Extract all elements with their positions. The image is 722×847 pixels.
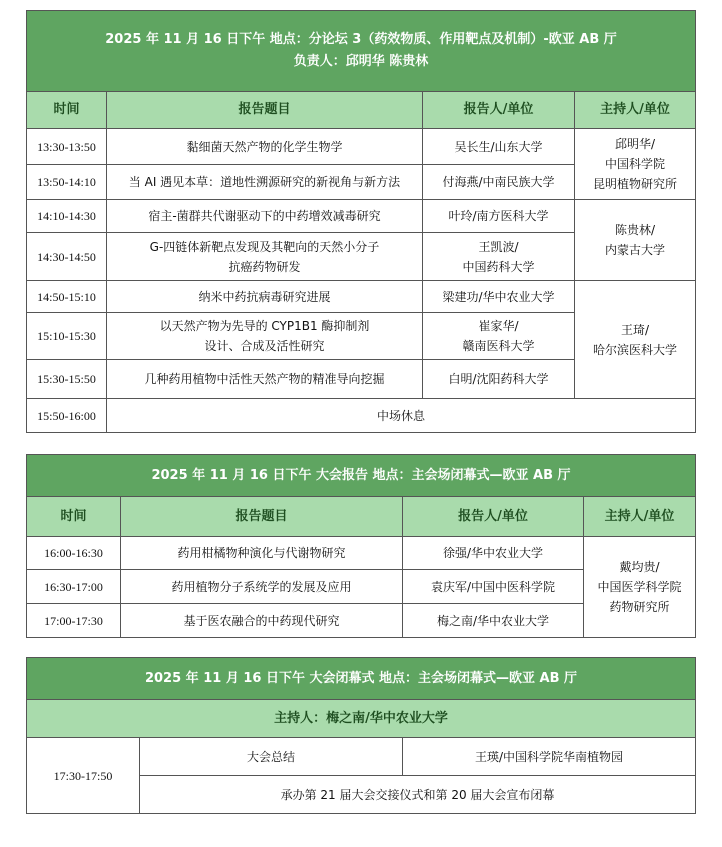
topic-line: G-四链体新靶点发现及其靶向的天然小分子 xyxy=(149,239,380,254)
host-affiliation: 哈尔滨医科大学 xyxy=(593,342,678,357)
speaker-cell xyxy=(423,313,575,360)
col-header-time: 时间 xyxy=(27,92,107,129)
closing-ceremony-schedule xyxy=(26,657,695,814)
host-cell xyxy=(575,129,696,200)
topic-cell xyxy=(107,233,423,281)
col-header-topic: 报告题目 xyxy=(121,497,403,537)
topic-cell xyxy=(107,313,423,360)
time-cell: 14:10-14:30 xyxy=(27,200,107,233)
topic-line: 抗癌药物研发 xyxy=(228,259,301,274)
time-cell: 15:50-16:00 xyxy=(27,399,107,433)
speaker-cell: 袁庆军/中国中医科学院 xyxy=(403,570,584,604)
speaker-line: 王凯波/ xyxy=(478,239,519,254)
speaker-cell: 白明/沈阳药科大学 xyxy=(423,360,575,399)
speaker-cell: 梁建功/华中农业大学 xyxy=(423,281,575,313)
col-header-time: 时间 xyxy=(27,497,121,537)
host-name: 邱明华/ xyxy=(614,137,656,151)
topic-cell: 当 AI 遇见本草：道地性溯源研究的新视角与新方法 xyxy=(107,165,423,200)
host-affiliation: 内蒙古大学 xyxy=(605,243,666,257)
time-cell: 15:30-15:50 xyxy=(27,360,107,399)
host-name: 陈贵林/ xyxy=(614,223,656,237)
col-header-topic: 报告题目 xyxy=(107,92,423,129)
session-3-title-line: 2025 年 11 月 16 日下午 地点：分论坛 3（药效物质、作用靶点及机制）-欧亚 AB 厅 xyxy=(105,32,617,47)
speaker-cell: 吴长生/山东大学 xyxy=(423,129,575,165)
topic-cell: 纳米中药抗病毒研究进展 xyxy=(107,281,423,313)
speaker-cell xyxy=(423,233,575,281)
session-3-title xyxy=(27,11,696,92)
speaker-line: 赣南医科大学 xyxy=(462,339,535,353)
time-cell: 17:00-17:30 xyxy=(27,604,121,638)
topic-cell: 药用植物分子系统学的发展及应用 xyxy=(121,570,403,604)
topic-line: 以天然产物为先导的 CYP1B1 酶抑制剂 xyxy=(159,319,370,333)
speaker-line: 中国药科大学 xyxy=(462,259,535,274)
host-affiliation: 中国科学院 xyxy=(605,157,666,171)
host-name: 王琦/ xyxy=(620,322,650,337)
time-cell: 16:00-16:30 xyxy=(27,537,121,570)
col-header-speaker: 报告人/单位 xyxy=(423,92,575,129)
col-header-host: 主持人/单位 xyxy=(575,92,696,129)
topic-cell: 宿主-菌群共代谢驱动下的中药增效减毒研究 xyxy=(107,200,423,233)
time-cell: 14:50-15:10 xyxy=(27,281,107,313)
host-affiliation: 药物研究所 xyxy=(609,600,670,614)
host-affiliation: 中国医学科学院 xyxy=(597,580,682,594)
host-cell xyxy=(575,200,696,281)
table-row xyxy=(27,537,696,570)
table-row xyxy=(27,738,696,776)
col-header-host: 主持人/单位 xyxy=(584,497,696,537)
topic-cell: 承办第 21 届大会交接仪式和第 20 届大会宣布闭幕 xyxy=(140,776,696,814)
table-row xyxy=(27,281,696,313)
time-cell: 13:30-13:50 xyxy=(27,129,107,165)
session-3-chairs: 负责人：邱明华 陈贵林 xyxy=(293,54,429,69)
speaker-cell: 叶玲/南方医科大学 xyxy=(423,200,575,233)
closing-title: 2025 年 11 月 16 日下午 大会闭幕式 地点：主会场闭幕式—欧亚 AB 厅 xyxy=(27,658,696,700)
topic-cell: 黏细菌天然产物的化学生物学 xyxy=(107,129,423,165)
time-cell: 14:30-14:50 xyxy=(27,233,107,281)
col-header-speaker: 报告人/单位 xyxy=(403,497,584,537)
closing-host: 主持人：梅之南/华中农业大学 xyxy=(27,700,696,738)
topic-cell: 基于医农融合的中药现代研究 xyxy=(121,604,403,638)
host-cell xyxy=(575,281,696,399)
speaker-cell: 徐强/华中农业大学 xyxy=(403,537,584,570)
host-cell xyxy=(584,537,696,638)
session-3-schedule xyxy=(26,10,695,433)
topic-cell: 大会总结 xyxy=(140,738,403,776)
speaker-cell: 王瑛/中国科学院华南植物园 xyxy=(403,738,696,776)
table-row xyxy=(27,129,696,165)
table-row xyxy=(27,200,696,233)
time-cell: 15:10-15:30 xyxy=(27,313,107,360)
plenary-report-schedule xyxy=(26,454,695,638)
host-name: 戴均贵/ xyxy=(619,560,660,574)
topic-cell: 药用柑橘物种演化与代谢物研究 xyxy=(121,537,403,570)
speaker-cell: 梅之南/华中农业大学 xyxy=(403,604,584,638)
host-affiliation: 昆明植物研究所 xyxy=(593,177,678,191)
table-row xyxy=(27,399,696,433)
time-cell: 16:30-17:00 xyxy=(27,570,121,604)
break-cell: 中场休息 xyxy=(107,399,696,433)
time-cell: 13:50-14:10 xyxy=(27,165,107,200)
plenary-title: 2025 年 11 月 16 日下午 大会报告 地点：主会场闭幕式—欧亚 AB 厅 xyxy=(27,455,696,497)
speaker-cell: 付海燕/中南民族大学 xyxy=(423,165,575,200)
topic-cell: 几种药用植物中活性天然产物的精准导向挖掘 xyxy=(107,360,423,399)
speaker-line: 崔家华/ xyxy=(478,319,519,333)
time-cell: 17:30-17:50 xyxy=(27,738,140,814)
topic-line: 设计、合成及活性研究 xyxy=(204,339,325,353)
